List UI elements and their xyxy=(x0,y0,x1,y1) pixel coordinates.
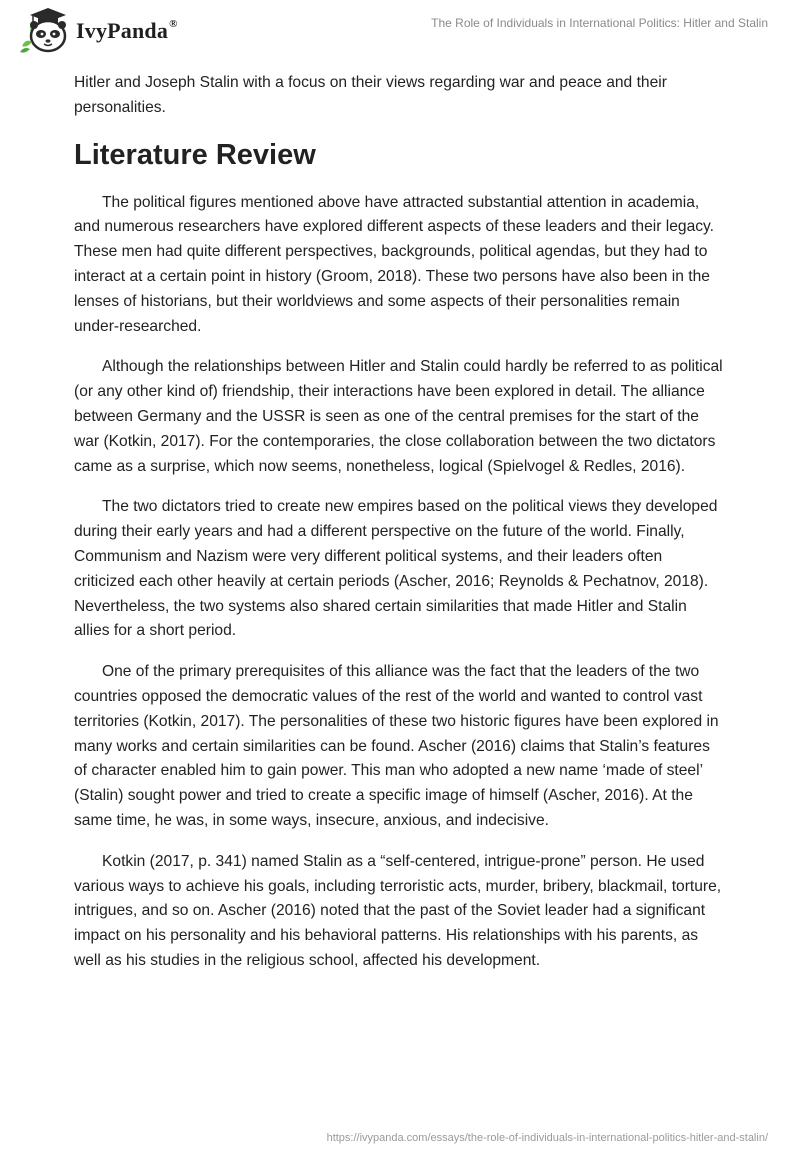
paragraph: One of the primary prerequisites of this alliance was the fact that the leaders of the two countries opposed the democratic values of the rest of the world and wanted to control vast territories (Kotkin, 2017). The personalities of these two historic figures have been explored in many works and certain similarities can be found. Ascher (2016) claims that Stalin’s features of character enabled him to gain power. This man who adopted a new name ‘made of steel’ (Stalin) sought power and tried to create a specific image of himself (Ascher, 2016). At the same time, he was, in some ways, insecure, anxious, and indecisive. xyxy=(74,663,719,829)
ivypanda-logo[interactable] xyxy=(14,6,178,56)
panda-graduate-icon xyxy=(14,6,76,56)
paragraph: Kotkin (2017, p. 341) named Stalin as a “self-centered, intrigue-prone” person. He used various ways to achieve his goals, including terroristic acts, murder, bribery, blackmail, torture, intrigues, and so on. Ascher (2016) noted that the past of the Soviet leader had a significant impact on his personality and his behavioral patterns. His relationships with his parents, as well as his studies in the religious school, affected his development. xyxy=(74,852,722,969)
footer-url-link[interactable]: https://ivypanda.com/essays/the-role-of-individuals-in-international-politics-hitler-and-stalin/ xyxy=(326,1132,768,1144)
essay-body xyxy=(74,71,724,990)
paragraph: The political figures mentioned above have attracted substantial attention in academia, and numerous researchers have explored different aspects of these leaders and their legacy. These men had quite different perspectives, backgrounds, political agendas, but they had to interact at a certain point in history (Groom, 2018). These two persons have also been in the lenses of historians, but their worldviews and some aspects of their personalities remain under-researched. xyxy=(74,193,715,335)
document-title: The Role of Individuals in International Politics: Hitler and Stalin xyxy=(431,16,768,30)
paragraph: The two dictators tried to create new empires based on the political views they developed during their early years and had a different perspective on the future of the world. Finally, Communism and Nazism were very different political systems, and their leaders often criticized each other heavily at certain periods (Ascher, 2016; Reynolds & Pechatnov, 2018). Nevertheless, the two systems also shared certain similarities that made Hitler and Stalin allies for a short period. xyxy=(74,498,718,640)
paragraph: Although the relationships between Hitler and Stalin could hardly be referred to as political (or any other kind of) friendship, their interactions have been explored in detail. The alliance between Germany and the USSR is seen as one of the central premises for the start of the war (Kotkin, 2017). For the contemporaries, the close collaboration between the two dictators came as a surprise, which now seems, nonetheless, logical (Spielvogel & Redles, 2016). xyxy=(74,358,723,475)
brand-name: IvyPanda® xyxy=(76,18,178,43)
section-heading: Literature Review xyxy=(74,138,316,171)
intro-paragraph: Hitler and Joseph Stalin with a focus on their views regarding war and peace and their personalities. xyxy=(74,74,667,116)
page-header xyxy=(0,0,800,60)
